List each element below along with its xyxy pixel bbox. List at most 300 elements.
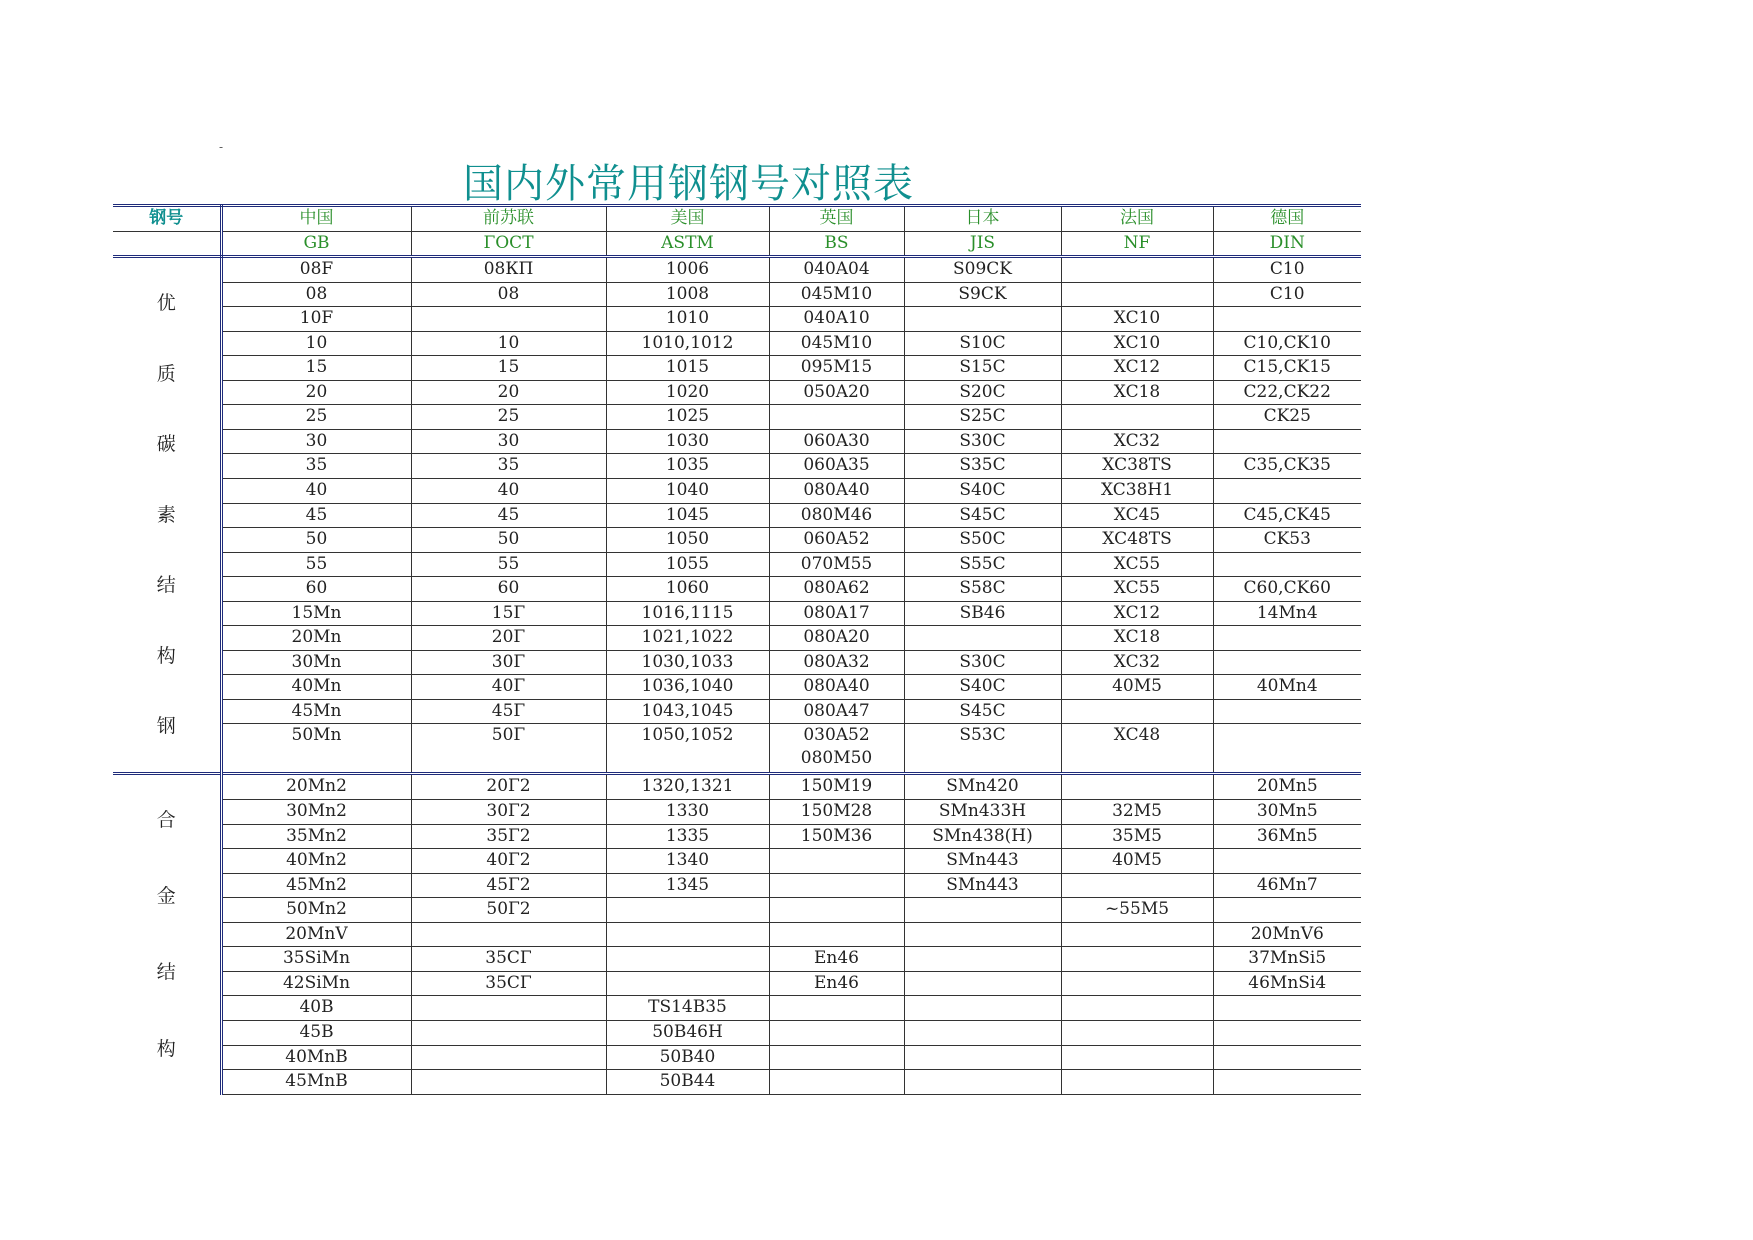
cell-bs [769, 873, 904, 898]
cell-gost: 45 [411, 503, 606, 528]
cell-bs [769, 724, 904, 774]
cell-gost: 55 [411, 552, 606, 577]
cell-din: CK25 [1213, 405, 1361, 430]
table-row [113, 873, 1361, 898]
cell-gb: 40Mn [221, 675, 411, 700]
cell-astm: 50B46H [606, 1020, 769, 1045]
cell-nf: XC32 [1061, 650, 1213, 675]
table-row [113, 996, 1361, 1021]
cell-gost [411, 1045, 606, 1070]
table-row [113, 257, 1361, 283]
cell-jis: S30C [904, 429, 1061, 454]
cell-nf [1061, 996, 1213, 1021]
cell-astm [606, 922, 769, 947]
cell-astm: 1345 [606, 873, 769, 898]
header-usa: 美国 [606, 206, 769, 232]
cell-bs: 080A40 [769, 675, 904, 700]
header-france: 法国 [1061, 206, 1213, 232]
header-germany: 德国 [1213, 206, 1361, 232]
cell-nf: XC18 [1061, 380, 1213, 405]
cell-astm: 1010 [606, 307, 769, 332]
cell-gost: 50Γ2 [411, 898, 606, 923]
cell-din [1213, 849, 1361, 874]
cell-bs: 080A17 [769, 601, 904, 626]
cell-jis [904, 922, 1061, 947]
cell-bs: 050A20 [769, 380, 904, 405]
cell-gb: 20 [221, 380, 411, 405]
cell-astm: 1030 [606, 429, 769, 454]
cell-nf: ~55M5 [1061, 898, 1213, 923]
cell-gost: 35 [411, 454, 606, 479]
cell-bs: 095M15 [769, 356, 904, 381]
cell-din [1213, 996, 1361, 1021]
cell-bs: 080A62 [769, 577, 904, 602]
cell-astm: 1335 [606, 824, 769, 849]
table-row [113, 898, 1361, 923]
cell-bs [769, 898, 904, 923]
cell-din: CK53 [1213, 528, 1361, 553]
cell-gost: 15 [411, 356, 606, 381]
header-blank [113, 231, 221, 257]
cell-nf: XC48TS [1061, 528, 1213, 553]
cell-nf [1061, 1020, 1213, 1045]
cell-bs: 150M19 [769, 774, 904, 800]
table-row [113, 601, 1361, 626]
cell-din [1213, 552, 1361, 577]
cell-gb: 45Mn [221, 699, 411, 724]
cell-gost: 08КП [411, 257, 606, 283]
cell-gb: 15Mn [221, 601, 411, 626]
cell-gost: 50 [411, 528, 606, 553]
cell-gost: 40 [411, 479, 606, 504]
group-label-char: 质 [156, 362, 176, 385]
cell-gost: 30Γ [411, 650, 606, 675]
cell-din: C10,CK10 [1213, 331, 1361, 356]
cell-nf: XC12 [1061, 601, 1213, 626]
cell-astm: 1020 [606, 380, 769, 405]
table-row [113, 922, 1361, 947]
cell-din: 40Mn4 [1213, 675, 1361, 700]
cell-din: 46MnSi4 [1213, 971, 1361, 996]
cell-bs [769, 1045, 904, 1070]
cell-gost: 35CΓ [411, 947, 606, 972]
cell-jis: S35C [904, 454, 1061, 479]
cell-gost: 15Γ [411, 601, 606, 626]
cell-jis: S09CK [904, 257, 1061, 283]
cell-gost: 20Γ2 [411, 774, 606, 800]
group-label [113, 257, 221, 774]
cell-gost: 35Γ2 [411, 824, 606, 849]
cell-gb: 55 [221, 552, 411, 577]
cell-astm: 1008 [606, 282, 769, 307]
cell-nf [1061, 257, 1213, 283]
cell-gost: 60 [411, 577, 606, 602]
group-label-char: 结 [156, 574, 176, 597]
cell-bs [769, 405, 904, 430]
header-din: DIN [1213, 231, 1361, 257]
cell-nf: XC12 [1061, 356, 1213, 381]
cell-jis: S40C [904, 675, 1061, 700]
cell-astm: 1050,1052 [606, 724, 769, 774]
cell-gb: 35SiMn [221, 947, 411, 972]
steel-grade-comparison-table [113, 204, 1361, 1095]
cell-bs: 080A32 [769, 650, 904, 675]
corner-mark: - [219, 140, 224, 154]
cell-astm: 1043,1045 [606, 699, 769, 724]
cell-jis: SMn433H [904, 800, 1061, 825]
cell-din: C15,CK15 [1213, 356, 1361, 381]
cell-astm: 1010,1012 [606, 331, 769, 356]
cell-bs [769, 1070, 904, 1095]
table-row [113, 774, 1361, 800]
cell-astm: 1021,1022 [606, 626, 769, 651]
cell-jis: S25C [904, 405, 1061, 430]
cell-gb: 42SiMn [221, 971, 411, 996]
cell-jis: SMn443 [904, 873, 1061, 898]
header-china: 中国 [221, 206, 411, 232]
cell-jis: S15C [904, 356, 1061, 381]
header-row-standard [113, 231, 1361, 257]
cell-din [1213, 898, 1361, 923]
table-row [113, 454, 1361, 479]
cell-din [1213, 626, 1361, 651]
cell-jis: S9CK [904, 282, 1061, 307]
cell-bs: En46 [769, 971, 904, 996]
cell-din: C22,CK22 [1213, 380, 1361, 405]
table-row [113, 626, 1361, 651]
cell-gost [411, 922, 606, 947]
cell-gb: 35Mn2 [221, 824, 411, 849]
cell-gb: 10F [221, 307, 411, 332]
cell-nf: 35M5 [1061, 824, 1213, 849]
table-row [113, 528, 1361, 553]
cell-astm: 1016,1115 [606, 601, 769, 626]
header-row-country [113, 206, 1361, 232]
group-label-char: 合 [156, 808, 176, 831]
cell-nf [1061, 1045, 1213, 1070]
cell-astm: 1025 [606, 405, 769, 430]
cell-nf [1061, 922, 1213, 947]
cell-jis: SMn443 [904, 849, 1061, 874]
cell-gost: 40Γ [411, 675, 606, 700]
cell-din: 20MnV6 [1213, 922, 1361, 947]
cell-bs: 080A40 [769, 479, 904, 504]
cell-astm: 1340 [606, 849, 769, 874]
page-title: 国内外常用钢钢号对照表 [463, 161, 914, 207]
cell-astm: 1330 [606, 800, 769, 825]
cell-din [1213, 699, 1361, 724]
cell-gost: 40Γ2 [411, 849, 606, 874]
cell-gb: 40MnB [221, 1045, 411, 1070]
cell-nf: XC32 [1061, 429, 1213, 454]
cell-gb: 35 [221, 454, 411, 479]
group-label-char: 优 [156, 292, 176, 315]
table-row [113, 675, 1361, 700]
cell-nf: XC48 [1061, 724, 1213, 774]
cell-astm: 50B40 [606, 1045, 769, 1070]
table-row [113, 849, 1361, 874]
cell-nf: XC10 [1061, 307, 1213, 332]
header-uk: 英国 [769, 206, 904, 232]
cell-gb: 08 [221, 282, 411, 307]
table-row [113, 947, 1361, 972]
cell-bs: 060A35 [769, 454, 904, 479]
table-row [113, 503, 1361, 528]
cell-astm: 1045 [606, 503, 769, 528]
group-label-char: 结 [156, 961, 176, 984]
cell-gost [411, 307, 606, 332]
cell-gb: 45MnB [221, 1070, 411, 1095]
table-row [113, 577, 1361, 602]
cell-gb: 40B [221, 996, 411, 1021]
cell-gb: 45B [221, 1020, 411, 1045]
table-row [113, 429, 1361, 454]
table-row [113, 699, 1361, 724]
group-label [113, 774, 221, 1094]
cell-gost [411, 996, 606, 1021]
header-steel-grade: 钢号 [113, 206, 221, 232]
cell-gb: 45Mn2 [221, 873, 411, 898]
cell-nf: XC10 [1061, 331, 1213, 356]
cell-jis: S40C [904, 479, 1061, 504]
cell-bs: 070M55 [769, 552, 904, 577]
group-label-char: 金 [156, 885, 176, 908]
cell-din: C35,CK35 [1213, 454, 1361, 479]
table-row [113, 1070, 1361, 1095]
cell-bs: 040A10 [769, 307, 904, 332]
cell-gost: 20 [411, 380, 606, 405]
cell-gb: 30 [221, 429, 411, 454]
cell-gb: 30Mn2 [221, 800, 411, 825]
group-label-char: 素 [156, 503, 176, 526]
cell-gost: 30 [411, 429, 606, 454]
table-row [113, 331, 1361, 356]
cell-nf [1061, 947, 1213, 972]
cell-bs: 060A52 [769, 528, 904, 553]
cell-gb: 20Mn2 [221, 774, 411, 800]
cell-gost [411, 1020, 606, 1045]
cell-din: C10 [1213, 257, 1361, 283]
header-gb: GB [221, 231, 411, 257]
cell-gb: 40 [221, 479, 411, 504]
cell-jis [904, 898, 1061, 923]
cell-gost: 45Γ2 [411, 873, 606, 898]
cell-jis: S55C [904, 552, 1061, 577]
cell-din [1213, 724, 1361, 774]
table-row [113, 307, 1361, 332]
table-row [113, 650, 1361, 675]
cell-nf: XC45 [1061, 503, 1213, 528]
cell-bs: 150M28 [769, 800, 904, 825]
cell-astm: 1055 [606, 552, 769, 577]
group-label-char: 构 [156, 1037, 176, 1060]
cell-gost [411, 1070, 606, 1095]
cell-line: 030A52 [803, 725, 870, 746]
cell-jis: S45C [904, 699, 1061, 724]
cell-jis [904, 996, 1061, 1021]
cell-jis: S58C [904, 577, 1061, 602]
cell-din: 14Mn4 [1213, 601, 1361, 626]
cell-gost: 25 [411, 405, 606, 430]
table-row [113, 800, 1361, 825]
cell-gost: 10 [411, 331, 606, 356]
cell-din [1213, 307, 1361, 332]
cell-bs [769, 996, 904, 1021]
cell-din: C45,CK45 [1213, 503, 1361, 528]
table-row [113, 552, 1361, 577]
cell-jis: S20C [904, 380, 1061, 405]
cell-din: C10 [1213, 282, 1361, 307]
cell-nf: XC38H1 [1061, 479, 1213, 504]
cell-gost: 20Γ [411, 626, 606, 651]
cell-gost: 45Γ [411, 699, 606, 724]
cell-din [1213, 479, 1361, 504]
cell-astm [606, 971, 769, 996]
cell-gb: 40Mn2 [221, 849, 411, 874]
table-row [113, 380, 1361, 405]
cell-gost: 35CΓ [411, 971, 606, 996]
cell-gb: 30Mn [221, 650, 411, 675]
cell-nf: 32M5 [1061, 800, 1213, 825]
cell-din [1213, 1070, 1361, 1095]
cell-jis: S45C [904, 503, 1061, 528]
table-row [113, 282, 1361, 307]
table-row [113, 479, 1361, 504]
cell-astm: 1015 [606, 356, 769, 381]
cell-jis: SMn438(H) [904, 824, 1061, 849]
cell-jis: S50C [904, 528, 1061, 553]
cell-astm: TS14B35 [606, 996, 769, 1021]
cell-gb: 25 [221, 405, 411, 430]
cell-jis [904, 947, 1061, 972]
cell-nf [1061, 1070, 1213, 1095]
cell-nf: 40M5 [1061, 675, 1213, 700]
cell-nf [1061, 873, 1213, 898]
cell-jis: S30C [904, 650, 1061, 675]
cell-bs [769, 922, 904, 947]
cell-gb: 50Mn [221, 724, 411, 774]
header-gost: ΓOCT [411, 231, 606, 257]
cell-nf: 40M5 [1061, 849, 1213, 874]
cell-bs: 040A04 [769, 257, 904, 283]
cell-nf [1061, 699, 1213, 724]
cell-nf: XC38TS [1061, 454, 1213, 479]
cell-din: 30Mn5 [1213, 800, 1361, 825]
cell-jis [904, 1045, 1061, 1070]
cell-astm: 1006 [606, 257, 769, 283]
cell-bs: 080M46 [769, 503, 904, 528]
cell-din: 37MnSi5 [1213, 947, 1361, 972]
cell-bs: 080A20 [769, 626, 904, 651]
cell-bs: 150M36 [769, 824, 904, 849]
cell-jis [904, 626, 1061, 651]
cell-din: C60,CK60 [1213, 577, 1361, 602]
cell-gb: 60 [221, 577, 411, 602]
cell-astm: 1035 [606, 454, 769, 479]
cell-astm: 1036,1040 [606, 675, 769, 700]
group-label-char: 钢 [156, 715, 176, 738]
cell-jis: SMn420 [904, 774, 1061, 800]
header-bs: BS [769, 231, 904, 257]
group-label-char: 碳 [156, 433, 176, 456]
table-row [113, 971, 1361, 996]
cell-astm: 1320,1321 [606, 774, 769, 800]
cell-jis: S10C [904, 331, 1061, 356]
cell-din [1213, 1020, 1361, 1045]
cell-nf [1061, 774, 1213, 800]
cell-jis [904, 1070, 1061, 1095]
cell-din: 46Mn7 [1213, 873, 1361, 898]
cell-astm [606, 947, 769, 972]
cell-nf: XC55 [1061, 577, 1213, 602]
table-row [113, 1020, 1361, 1045]
cell-gb: 15 [221, 356, 411, 381]
cell-gb: 20MnV [221, 922, 411, 947]
cell-line: 080M50 [800, 748, 873, 769]
cell-nf [1061, 282, 1213, 307]
cell-bs: En46 [769, 947, 904, 972]
cell-gb: 50Mn2 [221, 898, 411, 923]
cell-jis [904, 307, 1061, 332]
cell-gb: 10 [221, 331, 411, 356]
cell-astm: 1050 [606, 528, 769, 553]
table-row [113, 724, 1361, 774]
cell-bs: 080A47 [769, 699, 904, 724]
table-row [113, 405, 1361, 430]
header-jis: JIS [904, 231, 1061, 257]
header-astm: ASTM [606, 231, 769, 257]
cell-bs [769, 849, 904, 874]
cell-din [1213, 1045, 1361, 1070]
cell-din: 36Mn5 [1213, 824, 1361, 849]
cell-astm: 1030,1033 [606, 650, 769, 675]
cell-astm: 1060 [606, 577, 769, 602]
table-row [113, 356, 1361, 381]
cell-gb: 45 [221, 503, 411, 528]
cell-din [1213, 429, 1361, 454]
cell-jis: S53C [904, 724, 1061, 774]
group-label-char: 构 [156, 644, 176, 667]
cell-bs [769, 1020, 904, 1045]
cell-jis: SB46 [904, 601, 1061, 626]
cell-astm: 50B44 [606, 1070, 769, 1095]
cell-bs: 045M10 [769, 331, 904, 356]
cell-bs: 045M10 [769, 282, 904, 307]
cell-jis [904, 1020, 1061, 1045]
cell-nf [1061, 971, 1213, 996]
cell-astm: 1040 [606, 479, 769, 504]
cell-jis [904, 971, 1061, 996]
cell-nf: XC18 [1061, 626, 1213, 651]
cell-gost: 50Γ [411, 724, 606, 774]
cell-gb: 50 [221, 528, 411, 553]
cell-nf [1061, 405, 1213, 430]
cell-nf: XC55 [1061, 552, 1213, 577]
cell-gb: 20Mn [221, 626, 411, 651]
cell-gost: 08 [411, 282, 606, 307]
cell-din: 20Mn5 [1213, 774, 1361, 800]
table-row [113, 1045, 1361, 1070]
header-nf: NF [1061, 231, 1213, 257]
cell-astm [606, 898, 769, 923]
cell-gb: 08F [221, 257, 411, 283]
cell-gost: 30Γ2 [411, 800, 606, 825]
cell-din [1213, 650, 1361, 675]
cell-bs: 060A30 [769, 429, 904, 454]
table-row [113, 824, 1361, 849]
header-japan: 日本 [904, 206, 1061, 232]
header-ussr: 前苏联 [411, 206, 606, 232]
